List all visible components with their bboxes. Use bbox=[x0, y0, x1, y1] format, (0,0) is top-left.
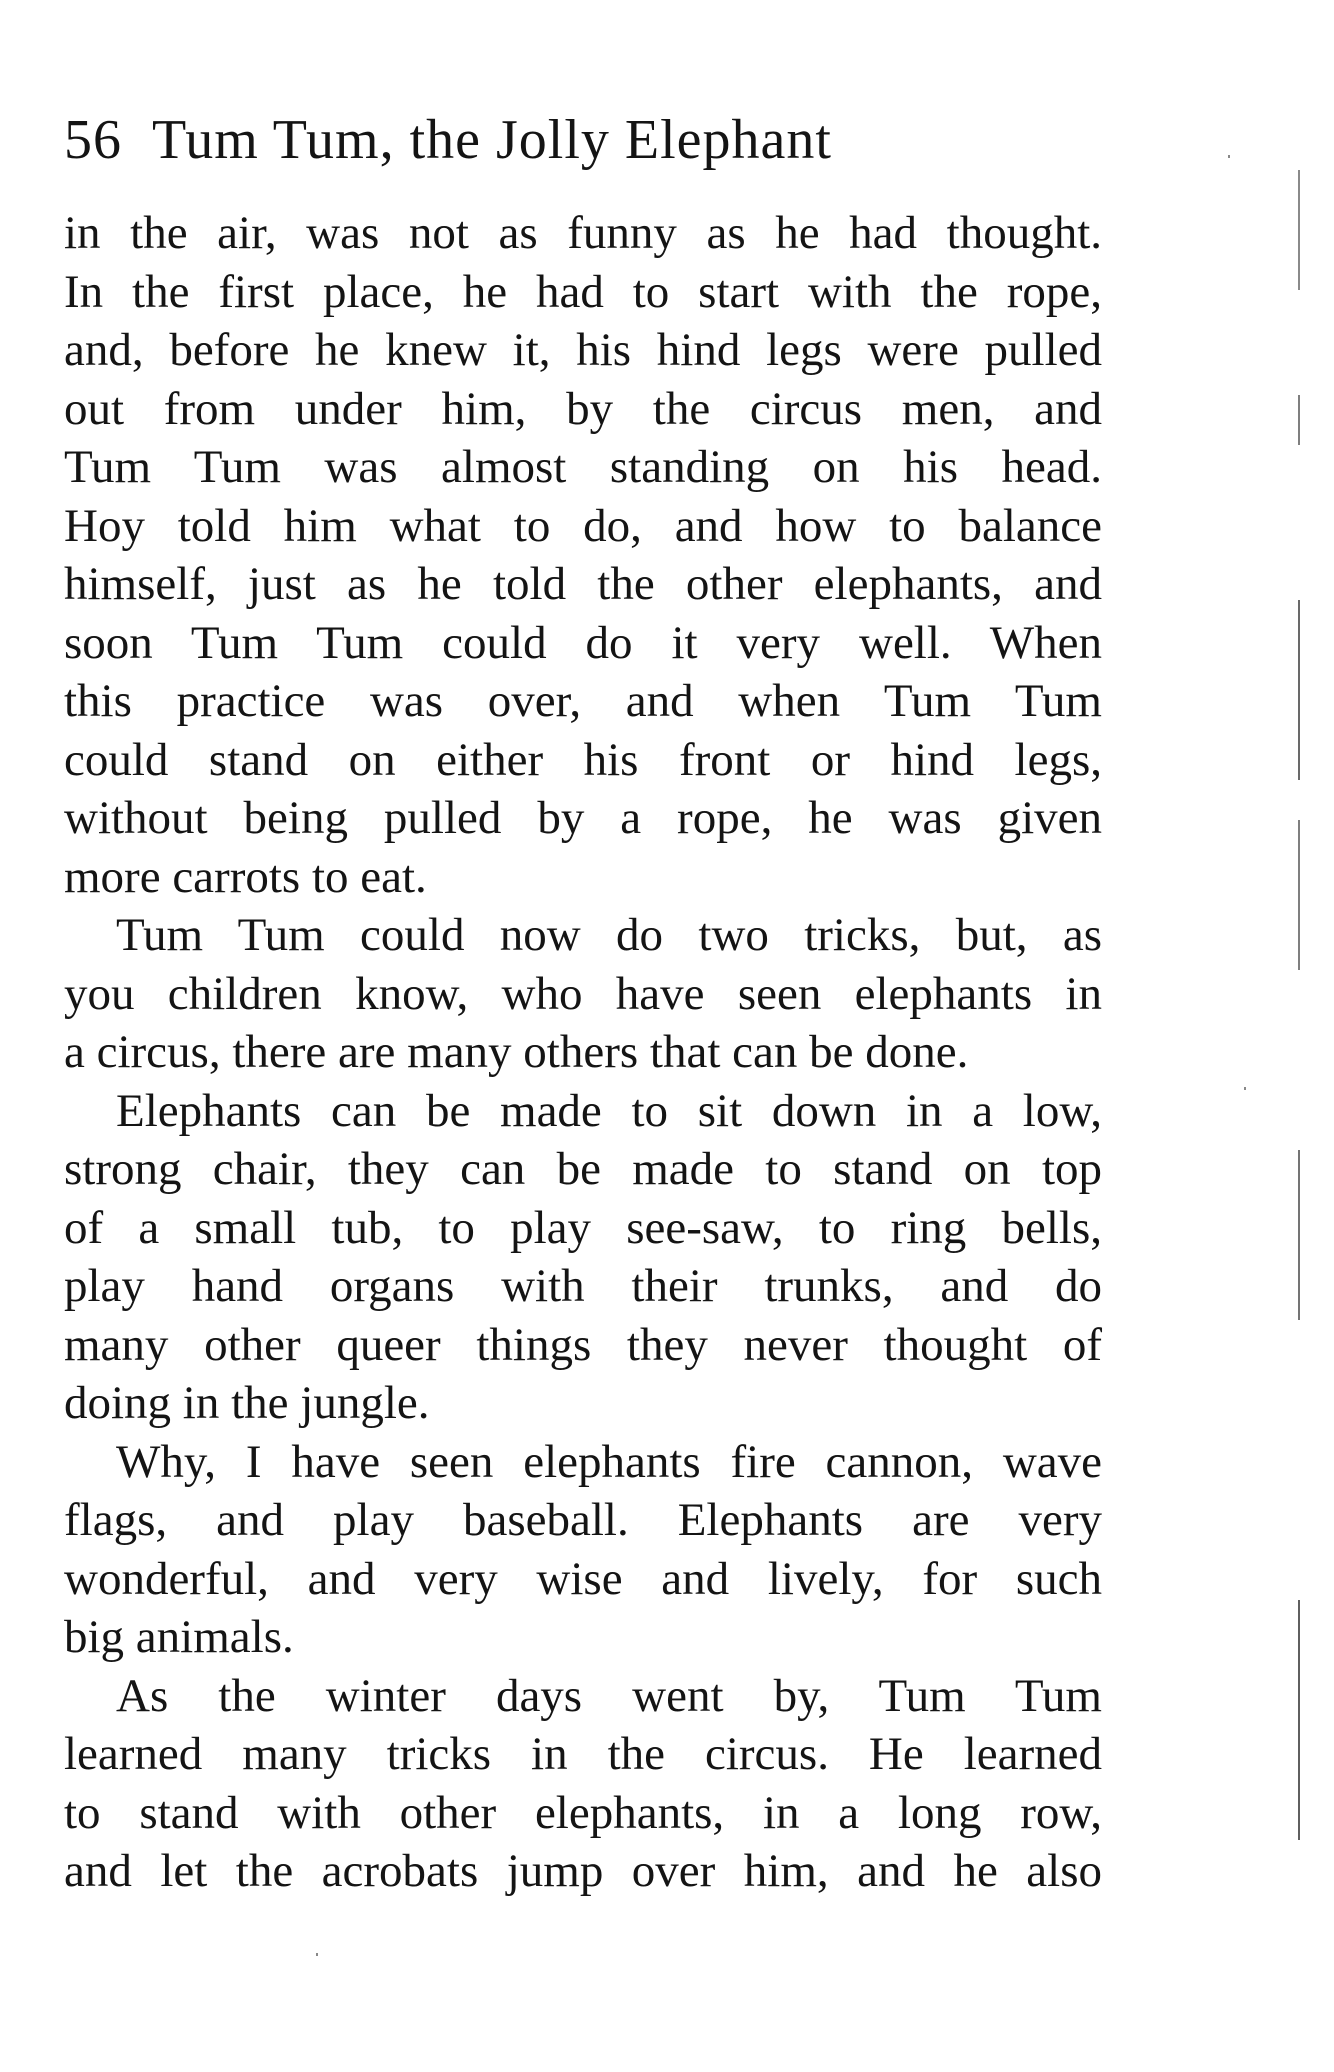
scan-speck bbox=[1244, 1087, 1246, 1090]
text-line: flags, and play baseball. Elephants are very bbox=[64, 1494, 1102, 1546]
text-line: Hoy told him what to do, and how to balance bbox=[64, 499, 1102, 552]
paragraph-5 bbox=[64, 1667, 1102, 1901]
text-line: could stand on either his front or hind legs, bbox=[64, 733, 1102, 786]
text-line: As the winter days went by, Tum Tum bbox=[116, 1669, 1102, 1722]
paragraph-1 bbox=[64, 204, 1102, 906]
text-line: you children know, who have seen elephants in bbox=[64, 967, 1102, 1020]
text-line: learned many tricks in the circus. He learned bbox=[64, 1728, 1102, 1780]
text-line: and, before he knew it, his hind legs were pulled bbox=[64, 324, 1102, 376]
text-line: in the air, was not as funny as he had thought. bbox=[64, 207, 1102, 259]
text-line: play hand organs with their trunks, and do bbox=[64, 1260, 1102, 1312]
text-line: strong chair, they can be made to stand on top bbox=[64, 1143, 1102, 1195]
text-line: a circus, there are many others that can be done. bbox=[64, 1026, 969, 1078]
text-line: big animals. bbox=[64, 1611, 294, 1663]
text-line: more carrots to eat. bbox=[64, 850, 427, 903]
page-number: 56 bbox=[64, 109, 122, 171]
text-line: out from under him, by the circus men, and bbox=[64, 382, 1102, 435]
text-line: Tum Tum was almost standing on his head. bbox=[64, 441, 1102, 493]
text-line: of a small tub, to play see-saw, to ring bells, bbox=[64, 1201, 1102, 1254]
text-line: without being pulled by a rope, he was given bbox=[64, 792, 1102, 844]
running-head bbox=[64, 110, 1124, 170]
text-line: Why, I have seen elephants fire cannon, wave bbox=[116, 1435, 1102, 1488]
text-line: himself, just as he told the other elephants, and bbox=[64, 558, 1102, 610]
scan-speck bbox=[1228, 155, 1230, 158]
text-line: many other queer things they never thought of bbox=[64, 1318, 1102, 1371]
scan-edge-mark bbox=[1298, 1150, 1300, 1320]
text-line: soon Tum Tum could do it very well. When bbox=[64, 616, 1102, 669]
paragraph-3 bbox=[64, 1082, 1102, 1433]
text-line: wonderful, and very wise and lively, for such bbox=[64, 1552, 1102, 1605]
scan-edge-mark bbox=[1298, 600, 1300, 780]
running-title: Tum Tum, the Jolly Elephant bbox=[152, 109, 832, 171]
scan-speck bbox=[316, 1953, 318, 1956]
text-line: Elephants can be made to sit down in a low, bbox=[116, 1084, 1102, 1137]
scan-edge-mark bbox=[1298, 1600, 1300, 1840]
text-line: this practice was over, and when Tum Tum bbox=[64, 675, 1102, 727]
text-line: to stand with other elephants, in a long row, bbox=[64, 1786, 1102, 1839]
scan-edge-mark bbox=[1298, 170, 1300, 290]
text-line: doing in the jungle. bbox=[64, 1377, 430, 1429]
paragraph-4 bbox=[64, 1433, 1102, 1667]
body-text bbox=[64, 204, 1102, 1901]
text-line: Tum Tum could now do two tricks, but, as bbox=[116, 909, 1102, 961]
text-line: In the first place, he had to start with the rope, bbox=[64, 265, 1102, 318]
scan-edge-mark bbox=[1298, 395, 1300, 445]
paragraph-2 bbox=[64, 906, 1102, 1082]
text-line: and let the acrobats jump over him, and he also bbox=[64, 1845, 1102, 1897]
scan-edge-mark bbox=[1298, 820, 1300, 970]
